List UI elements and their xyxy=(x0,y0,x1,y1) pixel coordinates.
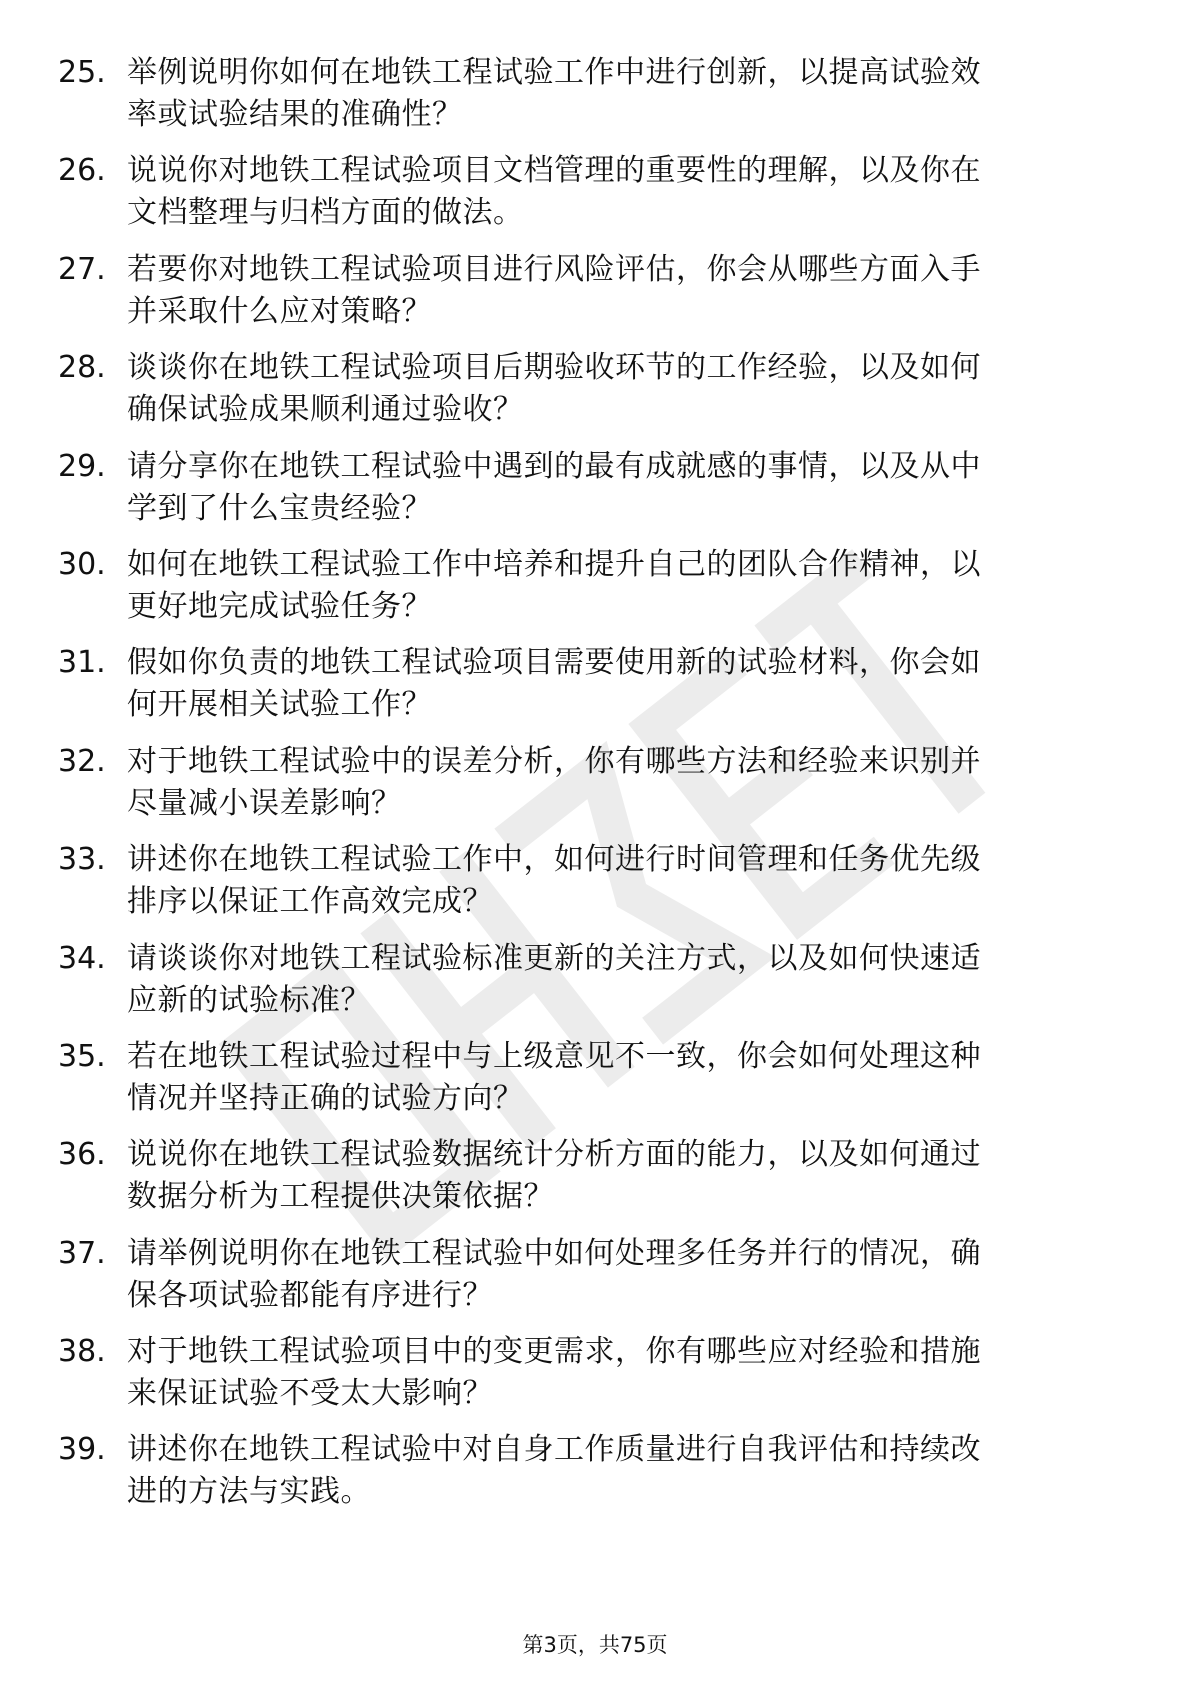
question-line: 说说你在地铁工程试验数据统计分析方面的能力，以及如何通过 xyxy=(127,1137,981,1173)
question-line: 讲述你在地铁工程试验工作中，如何进行时间管理和任务优先级 xyxy=(127,842,981,878)
question-line: 对于地铁工程试验项目中的变更需求，你有哪些应对经验和措施 xyxy=(127,1334,981,1370)
question-item xyxy=(0,347,1190,445)
question-item xyxy=(0,1233,1190,1331)
question-line: 率或试验结果的准确性？ xyxy=(127,97,463,132)
question-text xyxy=(127,1233,1127,1317)
question-item xyxy=(0,249,1190,347)
question-item xyxy=(0,544,1190,642)
question-line: 如何在地铁工程试验工作中培养和提升自己的团队合作精神，以 xyxy=(127,546,981,582)
question-line: 若要你对地铁工程试验项目进行风险评估，你会从哪些方面入手 xyxy=(127,251,981,287)
question-line: 并采取什么应对策略？ xyxy=(127,293,432,329)
question-text xyxy=(127,544,1127,628)
question-number: 25. xyxy=(58,55,106,90)
question-line: 请分享你在地铁工程试验中遇到的最有成就感的事情，以及从中 xyxy=(127,448,981,484)
question-number: 34. xyxy=(58,940,106,976)
question-item xyxy=(0,1429,1190,1527)
question-item xyxy=(0,741,1190,839)
question-number: 30. xyxy=(58,546,106,582)
question-item xyxy=(0,52,1190,150)
question-text xyxy=(127,150,1127,234)
question-number: 39. xyxy=(58,1432,106,1468)
question-text xyxy=(127,52,1127,136)
question-line: 保各项试验都能有序进行？ xyxy=(127,1277,493,1313)
question-number: 35. xyxy=(58,1038,106,1074)
question-number: 38. xyxy=(58,1334,106,1370)
question-item xyxy=(0,446,1190,544)
question-line: 来保证试验不受太大影响？ xyxy=(127,1376,493,1412)
question-line: 进的方法与实践。 xyxy=(127,1474,371,1510)
question-text xyxy=(127,1036,1127,1120)
question-line: 对于地铁工程试验中的误差分析，你有哪些方法和经验来识别并 xyxy=(127,743,981,779)
question-item xyxy=(0,1036,1190,1134)
question-number: 37. xyxy=(58,1235,106,1271)
question-text xyxy=(127,1331,1127,1415)
question-line: 何开展相关试验工作？ xyxy=(127,687,432,723)
question-text xyxy=(127,249,1127,333)
question-text xyxy=(127,839,1127,923)
question-line: 数据分析为工程提供决策依据？ xyxy=(127,1179,554,1215)
question-line: 文档整理与归档方面的做法。 xyxy=(127,195,524,231)
question-item xyxy=(0,938,1190,1036)
question-line: 确保试验成果顺利通过验收？ xyxy=(127,392,524,428)
question-line: 排序以保证工作高效完成？ xyxy=(127,884,493,920)
question-line: 说说你对地铁工程试验项目文档管理的重要性的理解，以及你在 xyxy=(127,153,981,189)
question-item xyxy=(0,150,1190,248)
question-list xyxy=(0,52,1190,1528)
question-line: 更好地完成试验任务？ xyxy=(127,588,432,624)
question-item xyxy=(0,1134,1190,1232)
question-number: 33. xyxy=(58,842,106,878)
question-item xyxy=(0,839,1190,937)
question-number: 36. xyxy=(58,1137,106,1173)
page-number-footer: 第3页，共75页 xyxy=(522,1633,668,1657)
question-text xyxy=(127,741,1127,825)
question-line: 假如你负责的地铁工程试验项目需要使用新的试验材料，你会如 xyxy=(127,645,981,681)
question-number: 29. xyxy=(58,448,106,484)
question-item xyxy=(0,1331,1190,1429)
question-number: 26. xyxy=(58,153,106,189)
question-text xyxy=(127,446,1127,530)
question-item xyxy=(0,642,1190,740)
question-text xyxy=(127,642,1127,726)
question-text xyxy=(127,1429,1127,1513)
question-number: 32. xyxy=(58,743,106,779)
question-text xyxy=(127,1134,1127,1218)
question-line: 请举例说明你在地铁工程试验中如何处理多任务并行的情况，确 xyxy=(127,1235,981,1271)
question-line: 请谈谈你对地铁工程试验标准更新的关注方式，以及如何快速适 xyxy=(127,940,981,976)
question-line: 应新的试验标准？ xyxy=(127,982,371,1018)
question-number: 28. xyxy=(58,350,106,386)
question-line: 谈谈你在地铁工程试验项目后期验收环节的工作经验，以及如何 xyxy=(127,350,981,386)
question-line: 学到了什么宝贵经验？ xyxy=(127,490,432,526)
question-line: 情况并坚持正确的试验方向？ xyxy=(127,1080,524,1116)
question-line: 举例说明你如何在地铁工程试验工作中进行创新，以提高试验效 xyxy=(127,55,981,90)
question-line: 尽量减小误差影响？ xyxy=(127,785,402,821)
question-number: 31. xyxy=(58,645,106,681)
question-text xyxy=(127,347,1127,431)
question-number: 27. xyxy=(58,251,106,287)
question-line: 讲述你在地铁工程试验中对自身工作质量进行自我评估和持续改 xyxy=(127,1432,981,1468)
question-line: 若在地铁工程试验过程中与上级意见不一致，你会如何处理这种 xyxy=(127,1038,981,1074)
question-text xyxy=(127,938,1127,1022)
